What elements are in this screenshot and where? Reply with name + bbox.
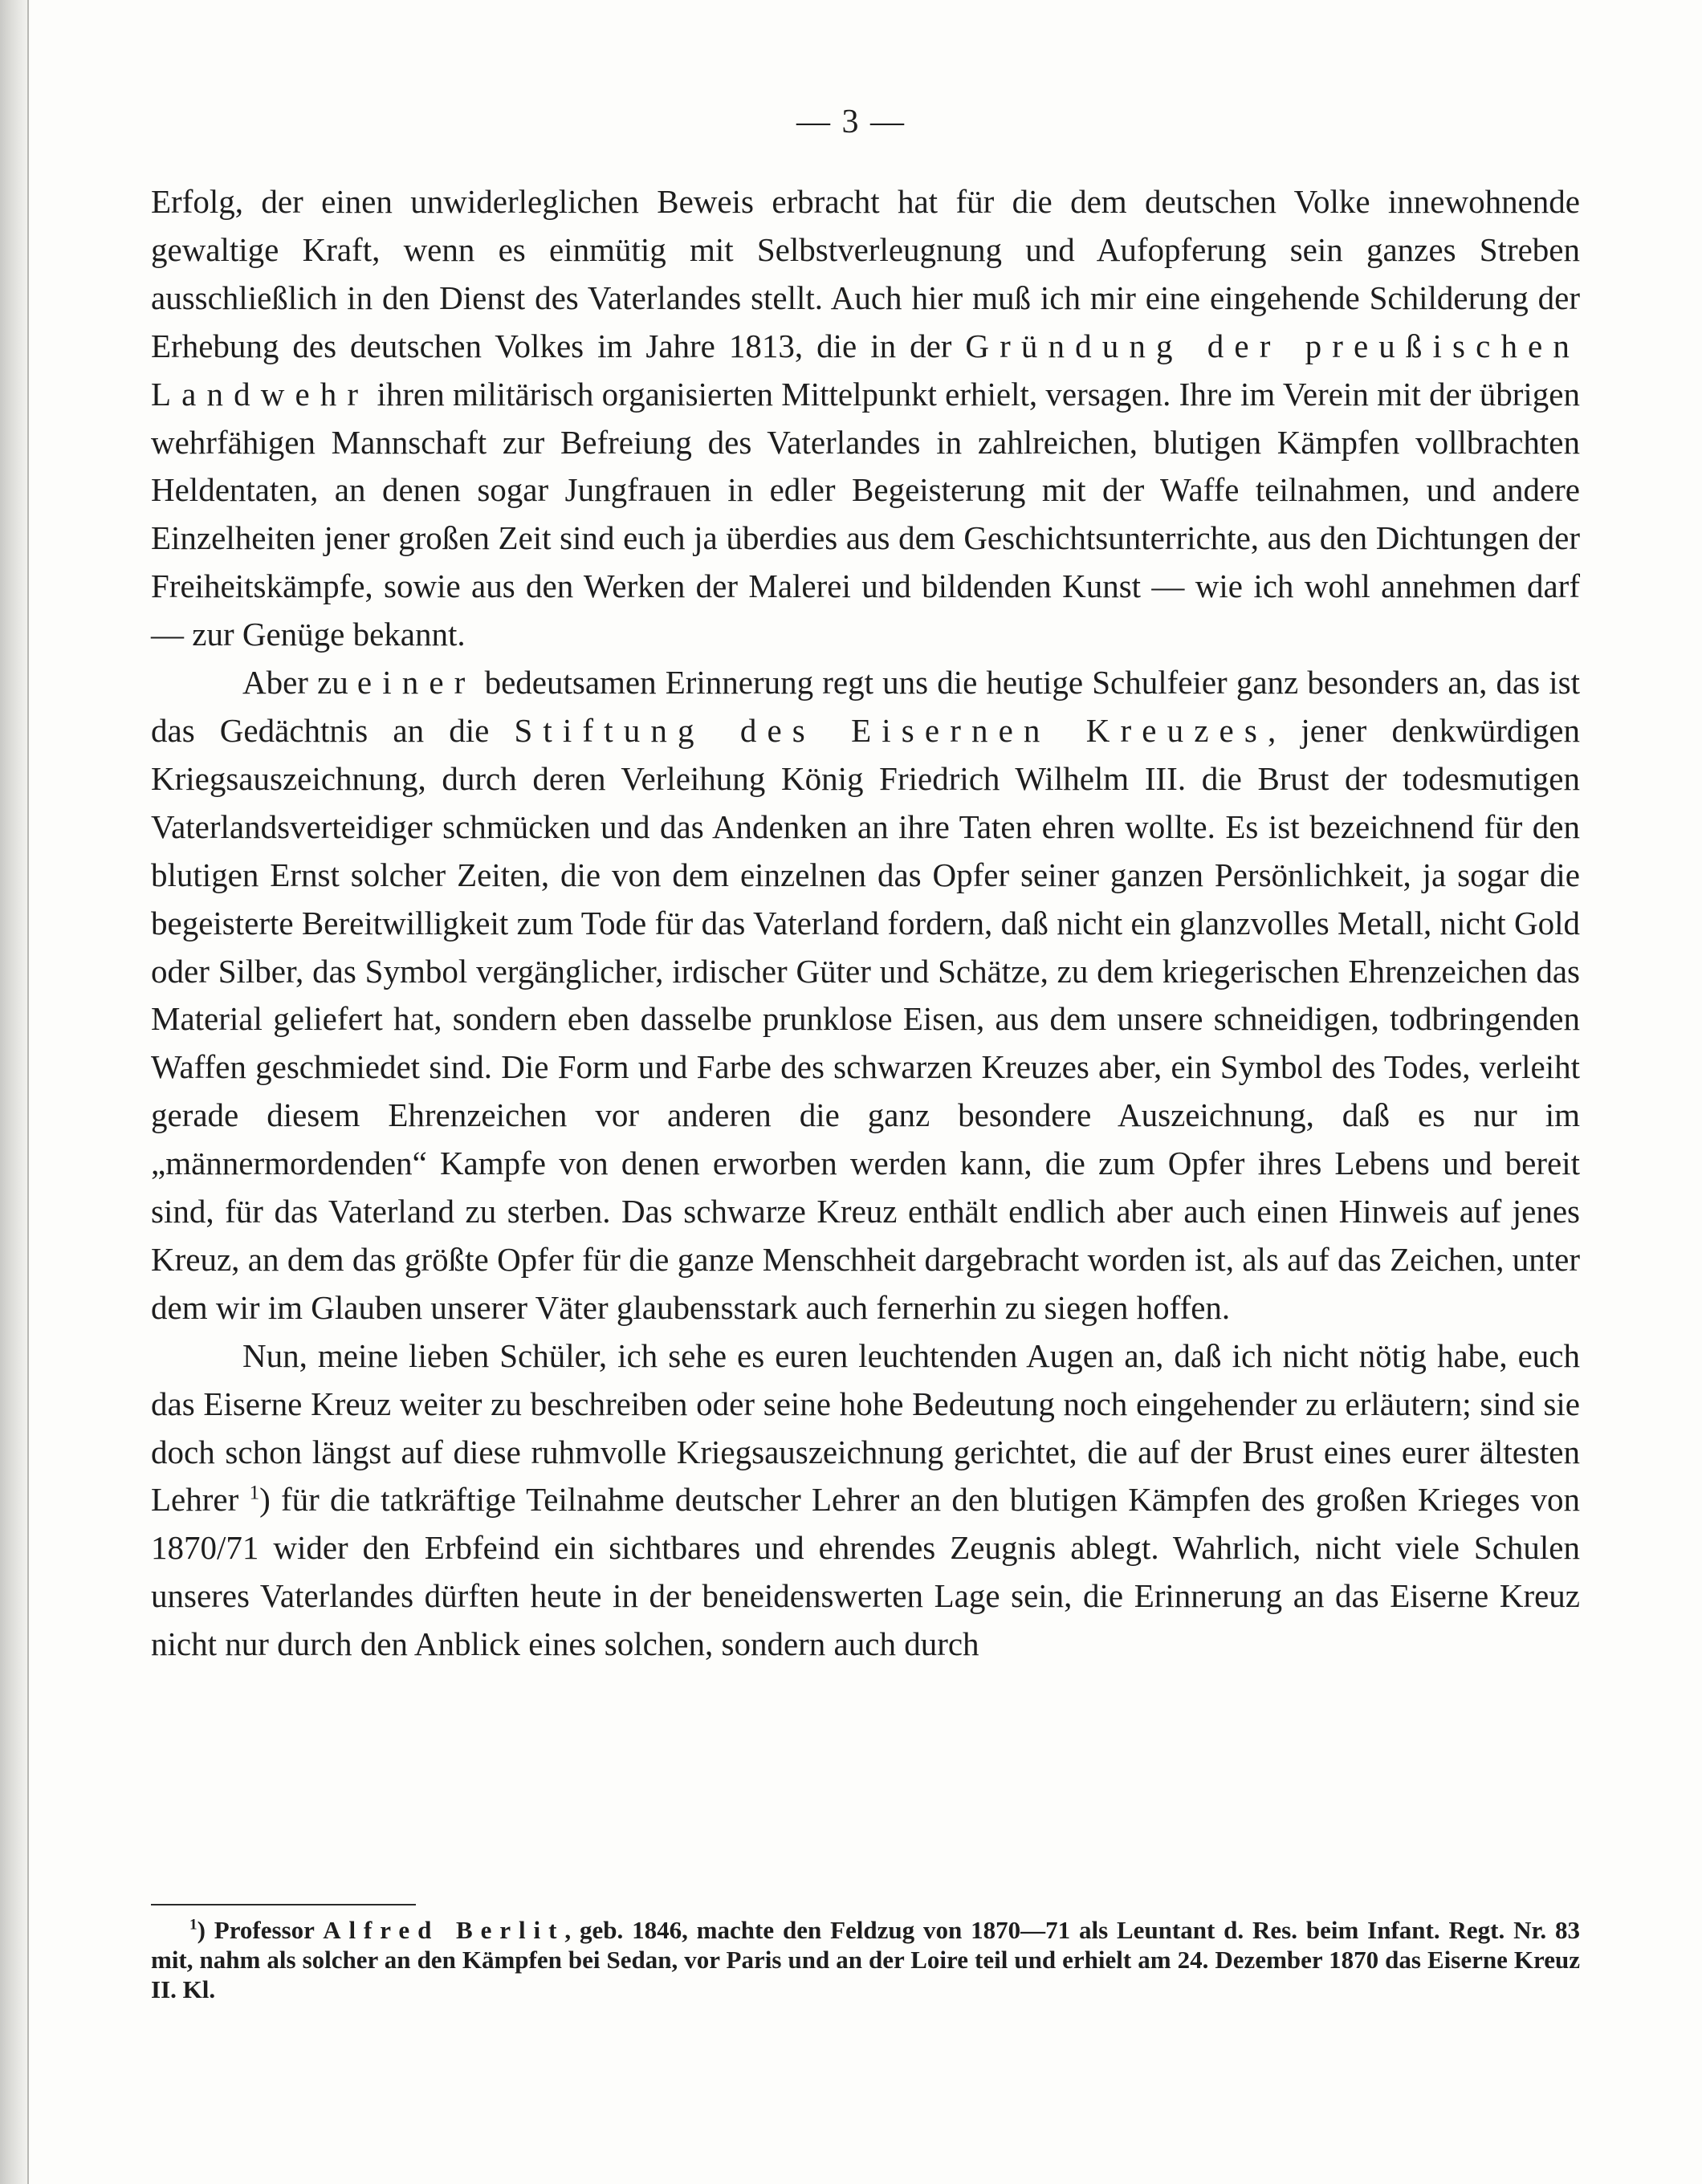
footnote-divider <box>151 1904 416 1905</box>
text-run: Aber zu <box>242 664 357 702</box>
page-number: — 3 — <box>796 104 906 140</box>
spaced-emphasis-text: Gründung der preußischen Landwehr <box>151 327 1580 413</box>
text-run: ) für die tatkräftige Teilnahme deutscher Lehrer an den blutigen Kämpfen des großen Krieges von 1870/71 wider den Erbfeind ein sichtbares und ehrendes Zeugnis ablegt. Wahrlich, nicht viele Schulen unseres Vaterlandes dürften heute in der beneidenswerten Lage sein, die Erinnerung an das Eiserne Kreuz nicht nur durch den Anblick eines solchen, sondern auch durch <box>151 1481 1581 1663</box>
spaced-emphasis-text: einer <box>356 664 476 702</box>
paragraph-3 <box>151 1332 1580 1669</box>
text-run: Nun, meine lieben Schüler, ich sehe es euren leuchtenden Augen an, daß ich nicht nötig habe, euch das Eiserne Kreuz weiter zu beschreiben oder seine hohe Bedeutung noch eingehender zu erläutern; sind sie doch schon längst auf diese ruhmvolle Kriegsauszeichnung gerichtet, die auf der Brust eines eurer ältesten Lehrer <box>151 1336 1580 1519</box>
footnote-marker: 1 <box>189 1916 197 1934</box>
footnote-marker: 1 <box>249 1481 260 1504</box>
spaced-emphasis-text: Stiftung des Eisernen Kreuzes <box>514 711 1268 749</box>
text-run: ) Professor <box>197 1916 324 1944</box>
spaced-emphasis-text: Alfred Berlit <box>323 1916 565 1944</box>
page-binding-shadow <box>0 0 27 2184</box>
body-text <box>151 178 1580 1669</box>
text-run: Erfolg, der einen unwiderleglichen Beweis erbracht hat für die dem deutschen Volke innewohnende gewaltige Kraft, wenn es einmütig mit Selbstverleugnung und Aufopferung sein ganzes Streben ausschließlich in den Dienst des Vaterlandes stellt. Auch hier muß ich mir eine eingehende Schilderung der Erhebung des deutschen Volkes im Jahre 1813, die in der <box>151 183 1580 364</box>
page-binding-edge <box>27 0 29 2184</box>
text-run: bedeutsamen Erinnerung regt uns die heutige Schulfeier ganz besonders an, das ist das Gedächtnis an die <box>151 664 1580 749</box>
paragraph-2 <box>151 659 1580 1332</box>
paragraph-1 <box>151 178 1580 659</box>
text-run: ihren militärisch organisierten Mittelpunkt erhielt, versagen. Ihre im Verein mit der übrigen wehrfähigen Mannschaft zur Befreiung des Vaterlandes in zahlreichen, blutigen Kämpfen vollbrachten Heldentaten, an denen sogar Jungfrauen in edler Begeisterung mit der Waffe teilnahmen, und andere Einzelheiten jener großen Zeit sind euch ja überdies aus dem Geschichtsunterrichte, aus den Dichtungen der Freiheitskämpfe, sowie aus den Werken der Malerei und bildenden Kunst — wie ich wohl annehmen darf — zur Genüge bekannt. <box>151 375 1580 653</box>
footnote-1 <box>151 1915 1580 2004</box>
text-run: , jener denkwürdigen Kriegsauszeichnung, durch deren Verleihung König Friedrich Wilhelm III. die Brust der todesmutigen Vaterlandsverteidiger schmücken und das Andenken an ihre Taten ehren wollte. Es ist bezeichnend für den blutigen Ernst solcher Zeiten, die von dem einzelnen das Opfer seiner ganzen Persönlichkeit, ja sogar die begeisterte Bereitwilligkeit zum Tode für das Vaterland fordern, daß nicht ein glanzvolles Metall, nicht Gold oder Silber, das Symbol vergänglicher, irdischer Güter und Schätze, zu dem kriegerischen Ehrenzeichen das Material geliefert hat, sondern eben dasselbe prunklose Eisen, aus dem unsere schneidigen, todbringenden Waffen geschmiedet sind. Die Form und Farbe des schwarzen Kreuzes aber, ein Symbol des Todes, verleiht gerade diesem Ehrenzeichen vor anderen die ganz besondere Auszeichnung, daß es nur im „männermordenden“ Kampfe von denen erworben werden kann, die zum Opfer ihres Lebens und bereit sind, für das Vaterland zu sterben. Das schwarze Kreuz enthält endlich aber auch einen Hinweis auf jenes Kreuz, an dem das größte Opfer für die ganze Menschheit dargebracht worden ist, als auf das Zeichen, unter dem wir im Glauben unserer Väter glaubensstark auch fernerhin zu siegen hoffen. <box>151 711 1580 1326</box>
text-run: , geb. 1846, machte den Feldzug von 1870—71 als Leuntant d. Res. beim Infant. Regt. Nr. 83 mit, nahm als solcher an den Kämpfen bei Sedan, vor Paris und an der Loire teil und erhielt am 24. Dezember 1870 das Eiserne Kreuz II. Kl. <box>151 1916 1580 2003</box>
footnotes <box>151 1915 1580 2004</box>
